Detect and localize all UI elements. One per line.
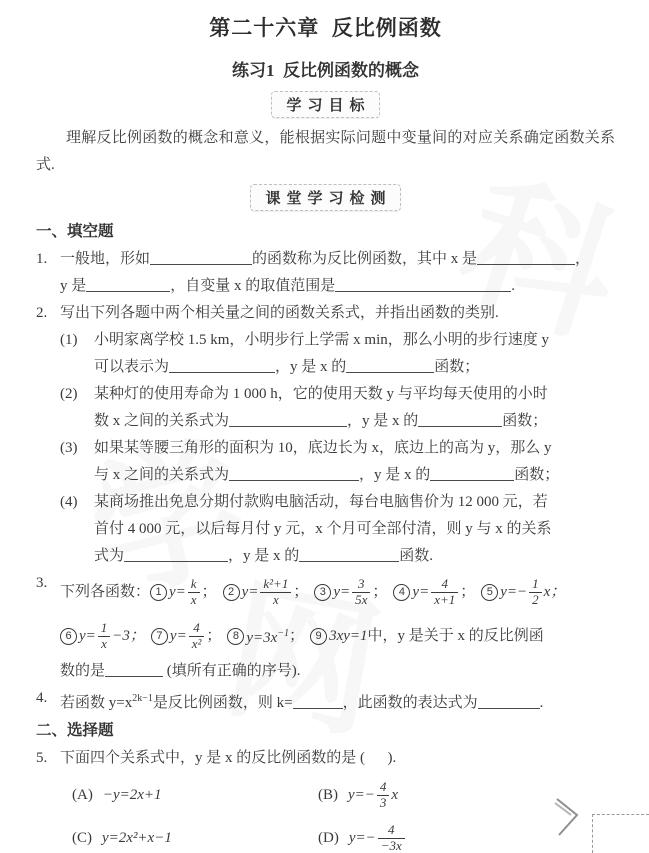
option-a-label: (A) [72, 787, 93, 803]
numerator: 4 [189, 621, 205, 637]
q3-end-note: (填所有正确的序号). [166, 663, 301, 679]
section-heading-multiple-choice: 二、选择题 [36, 722, 114, 739]
exponent: 2k−1 [132, 693, 153, 704]
fraction [260, 577, 291, 608]
circled-number-6: 6 [60, 628, 77, 645]
question-2 [36, 300, 615, 570]
blank [86, 276, 170, 292]
q2-4-text: 函数. [399, 548, 434, 564]
fraction [378, 823, 405, 853]
q2-4-text: 首付 4 000 元，以后每月付 y 元，x 个月可全部付清，则 y 与 x 的关系 [94, 521, 552, 537]
denominator: x [272, 591, 279, 607]
q2-1-text: ，y 是 x 的 [275, 359, 347, 375]
question-number: 2. [36, 305, 48, 321]
section-heading-fill-blanks: 一、填空题 [36, 223, 114, 240]
q2-3-text: 如果某等腰三角形的面积为 10，底边长为 x，底边上的高为 y，那么 y [94, 440, 552, 456]
circled-number-2: 2 [223, 584, 240, 601]
circled-number-9: 9 [310, 628, 327, 645]
learning-goal-text: 理解反比例函数的概念和意义，能根据实际问题中变量间的对应关系确定函数关系式. [36, 130, 615, 173]
q3-expr-5: y=− [500, 583, 528, 600]
q5-text: 下面四个关系式中，y 是 x 的反比例函数的是 ( ). [60, 750, 397, 766]
q2-3-text: 与 x 之间的关系式为 [94, 467, 230, 483]
blank [477, 249, 575, 265]
sub-number: (1) [60, 332, 78, 348]
q2-4-text: 某商场推出免息分期付款购电脑活动，每台电脑售价为 12 000 元，若 [94, 494, 548, 510]
q2-2-text: 某种灯的使用寿命为 1 000 h，它的使用天数 y 与平均每天使用的小时 [94, 386, 548, 402]
exponent: −1 [277, 628, 290, 639]
circled-number-8: 8 [227, 628, 244, 645]
circled-number-7: 7 [151, 628, 168, 645]
option-c [72, 817, 318, 853]
q1-text: ， [575, 251, 591, 267]
question-1 [36, 246, 615, 300]
blank [335, 276, 511, 292]
option-b-expression-tail: x [391, 787, 399, 803]
numerator: 3 [352, 577, 370, 593]
numerator: 1 [529, 577, 542, 593]
q1-text: y 是 [60, 278, 87, 294]
blank [478, 693, 540, 709]
q3-expr-2: y= [241, 583, 259, 600]
question-number: 4. [36, 690, 48, 706]
q1-text: ，自变量 x 的取值范围是 [170, 278, 336, 294]
q1-text: 的函数称为反比例函数，其中 x 是 [252, 251, 478, 267]
circled-number-1: 1 [150, 584, 167, 601]
q3-expr-5-tail: x； [543, 583, 566, 600]
q3-end-text: 数的是 [60, 663, 106, 679]
numerator: k [188, 577, 200, 593]
blank [346, 357, 434, 373]
q1-text: 一般地，形如 [60, 251, 151, 267]
q4-text: 若函数 y=x [60, 695, 133, 711]
learning-goal-badge: 学习目标 [271, 91, 379, 118]
lesson-title: 练习1 反比例函数的概念 [232, 61, 419, 80]
question-4 [36, 685, 615, 717]
denominator: x [101, 635, 107, 651]
question-number: 1. [36, 251, 48, 267]
denominator: x [190, 591, 197, 607]
q3-expr-4: y= [412, 583, 430, 600]
question-5 [36, 745, 615, 772]
numerator: k²+1 [260, 577, 291, 593]
q3-expr-6: y= [79, 627, 96, 644]
separator: ； [206, 627, 222, 644]
circled-number-3: 3 [314, 584, 331, 601]
option-d [318, 817, 615, 853]
blank [418, 411, 502, 427]
q3-expr-6-tail: −3； [112, 627, 145, 644]
blank [105, 661, 163, 677]
denominator: x+1 [434, 591, 456, 607]
blank [229, 465, 359, 481]
question-2-sub-2 [60, 381, 615, 435]
option-a [72, 774, 318, 817]
circled-number-4: 4 [393, 584, 410, 601]
circled-number-5: 5 [481, 584, 498, 601]
fraction [431, 577, 458, 608]
blank [124, 546, 228, 562]
blank [169, 357, 275, 373]
q3-intro: 下列各函数： [60, 583, 151, 600]
fraction [188, 577, 200, 608]
denominator: −3x [380, 838, 402, 853]
numerator: 4 [377, 780, 390, 796]
q3-expr-1: y= [169, 583, 186, 600]
q3-expr-9: 3xy=1 [329, 627, 368, 644]
fraction [529, 577, 542, 608]
question-2-sub-1 [60, 327, 615, 381]
separator: ； [201, 583, 217, 600]
option-d-label: (D) [318, 830, 339, 846]
q2-4-text: ，y 是 x 的 [228, 548, 300, 564]
option-c-expression: y=2x²+x−1 [102, 830, 172, 846]
question-2-sub-4 [60, 489, 615, 570]
question-number: 3. [36, 575, 48, 591]
question-2-sub-3 [60, 435, 615, 489]
fraction [377, 780, 390, 811]
q2-2-text: ，y 是 x 的 [347, 413, 419, 429]
q3-expr-7: y= [169, 627, 187, 644]
blank [229, 411, 347, 427]
class-test-badge: 课堂学习检测 [250, 184, 400, 211]
numerator: 4 [378, 823, 405, 839]
q2-1-text: 可以表示为 [94, 359, 170, 375]
q3-expr-8-base: y=3x [246, 630, 278, 646]
q1-text: . [511, 278, 516, 294]
sub-number: (4) [60, 494, 78, 510]
sub-number: (2) [60, 386, 78, 402]
option-b [318, 774, 615, 817]
q2-4-text: 式为 [94, 548, 125, 564]
blank [150, 249, 252, 265]
denominator: 3 [379, 795, 387, 810]
sub-number: (3) [60, 440, 78, 456]
q2-3-text: 函数； [514, 467, 560, 483]
q2-intro: 写出下列各题中两个相关量之间的函数关系式，并指出函数的类别. [60, 305, 499, 321]
separator: ； [372, 583, 388, 600]
q2-1-text: 函数； [434, 359, 480, 375]
question-number: 5. [36, 750, 48, 766]
numerator: 4 [431, 577, 458, 593]
fraction [352, 577, 370, 608]
denominator: x² [191, 635, 202, 651]
denominator: 2 [532, 591, 539, 607]
q3-tail-text: 中，y 是关于 x 的反比例函 [367, 627, 544, 644]
q2-2-text: 函数； [502, 413, 548, 429]
q4-text: . [539, 695, 544, 711]
separator: ； [293, 583, 309, 600]
option-b-expression: y=− [348, 787, 375, 803]
q5-options [72, 774, 615, 853]
q2-2-text: 数 x 之间的关系式为 [94, 413, 230, 429]
option-a-expression: −y=2x+1 [102, 787, 162, 803]
blank [293, 693, 343, 709]
q3-expr-8 [246, 620, 289, 652]
blank [430, 465, 514, 481]
fraction [189, 621, 205, 652]
chapter-title: 第二十六章 反比例函数 [209, 16, 442, 40]
separator: ； [289, 627, 305, 644]
option-d-expression: y=− [348, 830, 376, 846]
fraction [98, 621, 111, 652]
q4-text: 是反比例函数，则 k= [152, 695, 293, 711]
denominator: 5x [355, 591, 368, 607]
q4-text: ，此函数的表达式为 [342, 695, 478, 711]
question-3 [36, 570, 615, 685]
q2-3-text: ，y 是 x 的 [359, 467, 431, 483]
q2-1-text: 小明家离学校 1.5 km，小明步行上学需 x min，那么小明的步行速度 y [94, 332, 550, 348]
option-b-label: (B) [318, 787, 338, 803]
blank [299, 546, 399, 562]
option-c-label: (C) [72, 830, 92, 846]
numerator: 1 [98, 621, 111, 637]
q3-expr-3: y= [333, 583, 351, 600]
separator: ； [460, 583, 476, 600]
